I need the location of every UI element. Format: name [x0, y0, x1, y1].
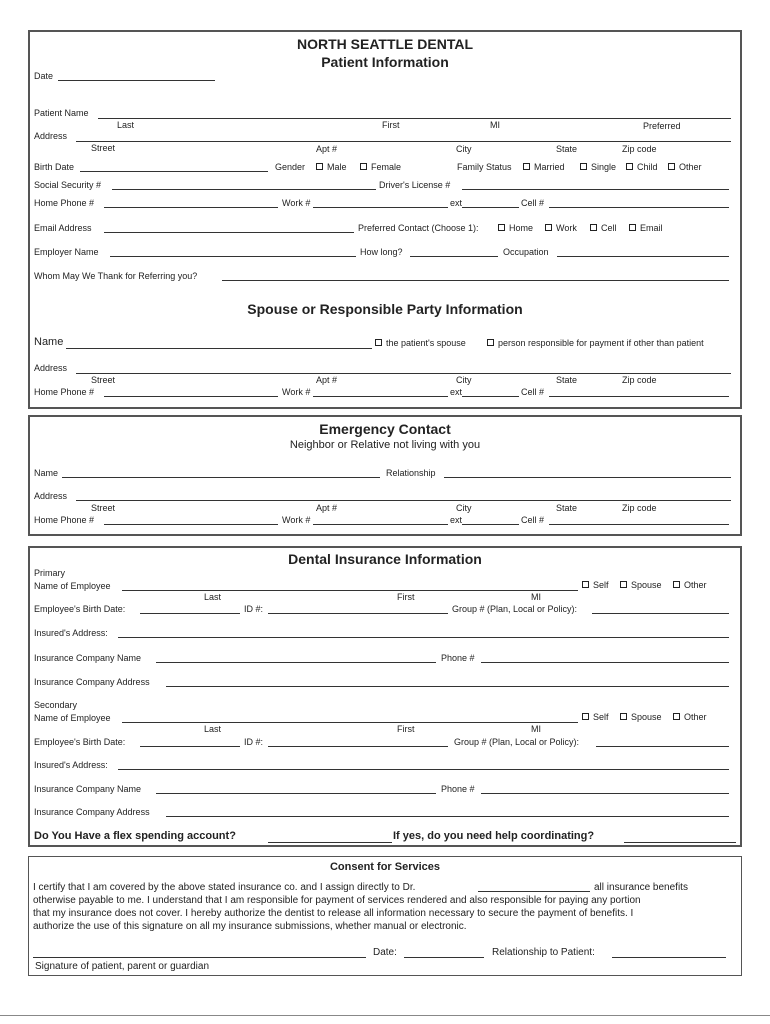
spouse-cell-field[interactable]: [549, 396, 729, 397]
contact-work-label: Work: [556, 223, 577, 233]
emergency-name-label: Name: [34, 468, 59, 478]
spouse-name-field[interactable]: [66, 348, 372, 349]
primary-self-checkbox[interactable]: [582, 581, 589, 588]
state-caption: State: [556, 144, 578, 154]
address-field[interactable]: [76, 141, 731, 142]
consent-date-label: Date:: [373, 947, 397, 958]
secondary-company-address-field[interactable]: [166, 816, 729, 817]
primary-company-name-field[interactable]: [156, 662, 436, 663]
child-checkbox[interactable]: [626, 163, 633, 170]
consent-line-1a: I certify that I am covered by the above stated insurance co. and I assign directly to Dr.: [33, 882, 416, 893]
secondary-group-label: Group # (Plan, Local or Policy):: [454, 737, 580, 747]
single-label: Single: [591, 162, 617, 172]
consent-date-field[interactable]: [404, 957, 484, 958]
secondary-other-label: Other: [684, 712, 707, 722]
consent-relationship-field[interactable]: [612, 957, 726, 958]
spouse-address-field[interactable]: [76, 373, 731, 374]
primary-mi-caption: MI: [531, 592, 541, 602]
primary-employee-label: Name of Employee: [34, 581, 111, 591]
secondary-mi-caption: MI: [531, 724, 541, 734]
consent-title: Consent for Services: [329, 861, 441, 873]
secondary-spouse-label: Spouse: [631, 712, 662, 722]
primary-birth-date-label: Employee's Birth Date:: [34, 604, 126, 614]
signature-caption: Signature of patient, parent or guardian: [35, 961, 210, 972]
consent-line-4: authorize the use of this signature on all my insurance submissions, whether manual or electronic.: [33, 921, 467, 932]
secondary-employee-label: Name of Employee: [34, 713, 111, 723]
primary-phone-field[interactable]: [481, 662, 729, 663]
ext-field[interactable]: [462, 207, 519, 208]
gender-label: Gender: [275, 162, 306, 172]
employer-field[interactable]: [110, 256, 356, 257]
responsible-party-label: person responsible for payment if other than patient: [498, 338, 704, 348]
primary-self-label: Self: [593, 580, 609, 590]
spouse-work-label: Work #: [282, 387, 311, 397]
emergency-home-phone-label: Home Phone #: [34, 515, 95, 525]
spouse-cell-label: Cell #: [521, 387, 545, 397]
apt-caption: Apt #: [316, 144, 338, 154]
emergency-name-field[interactable]: [62, 477, 380, 478]
street-caption: Street: [91, 143, 116, 153]
emergency-ext-label: ext: [450, 515, 463, 525]
emergency-relationship-field[interactable]: [444, 477, 731, 478]
cell-field[interactable]: [549, 207, 729, 208]
ssn-field[interactable]: [112, 189, 376, 190]
secondary-company-name-field[interactable]: [156, 793, 436, 794]
emergency-address-field[interactable]: [76, 500, 731, 501]
emergency-home-phone-field[interactable]: [104, 524, 278, 525]
spouse-zip-caption: Zip code: [622, 375, 657, 385]
secondary-company-address-label: Insurance Company Address: [34, 807, 150, 817]
primary-company-address-label: Insurance Company Address: [34, 677, 150, 687]
referral-field[interactable]: [222, 280, 729, 281]
occupation-label: Occupation: [503, 247, 549, 257]
secondary-other-checkbox[interactable]: [673, 713, 680, 720]
ssn-label: Social Security #: [34, 180, 102, 190]
spouse-home-phone-field[interactable]: [104, 396, 278, 397]
primary-id-field[interactable]: [268, 613, 448, 614]
how-long-field[interactable]: [410, 256, 498, 257]
secondary-last-caption: Last: [204, 724, 222, 734]
contact-home-checkbox[interactable]: [498, 224, 505, 231]
consent-line-3: that my insurance does not cover. I hereby authorize the dentist to release all information necessary to secure the payment of benefits. I: [33, 908, 634, 919]
spouse-home-phone-label: Home Phone #: [34, 387, 95, 397]
spouse-work-field[interactable]: [313, 396, 448, 397]
work-phone-label: Work #: [282, 198, 311, 208]
patient-name-field[interactable]: [98, 118, 731, 119]
single-checkbox[interactable]: [580, 163, 587, 170]
date-field[interactable]: [58, 80, 215, 81]
patients-spouse-checkbox[interactable]: [375, 339, 382, 346]
primary-employee-field[interactable]: [122, 590, 578, 591]
insurance-title: Dental Insurance Information: [288, 551, 482, 567]
how-long-label: How long?: [360, 247, 403, 257]
first-caption: First: [382, 120, 400, 130]
home-phone-label: Home Phone #: [34, 198, 95, 208]
emergency-address-label: Address: [34, 491, 68, 501]
emergency-apt-caption: Apt #: [316, 503, 338, 513]
flex-followup-field[interactable]: [624, 842, 736, 843]
spouse-ext-field[interactable]: [462, 396, 519, 397]
birth-date-field[interactable]: [80, 171, 268, 172]
male-checkbox[interactable]: [316, 163, 323, 170]
secondary-birth-date-field[interactable]: [140, 746, 240, 747]
primary-last-caption: Last: [204, 592, 222, 602]
primary-label: Primary: [34, 568, 65, 578]
flex-followup: If yes, do you need help coordinating?: [393, 830, 595, 842]
primary-id-label: ID #:: [244, 604, 264, 614]
spouse-city-caption: City: [456, 375, 472, 385]
spouse-ext-label: ext: [450, 387, 463, 397]
other-checkbox[interactable]: [668, 163, 675, 170]
primary-group-label: Group # (Plan, Local or Policy):: [452, 604, 578, 614]
form-title: Patient Information: [321, 54, 449, 70]
married-label: Married: [534, 162, 565, 172]
employer-label: Employer Name: [34, 247, 99, 257]
secondary-label: Secondary: [34, 700, 78, 710]
secondary-birth-date-label: Employee's Birth Date:: [34, 737, 126, 747]
address-label: Address: [34, 131, 68, 141]
primary-birth-date-field[interactable]: [140, 613, 240, 614]
secondary-id-field[interactable]: [268, 746, 448, 747]
emergency-cell-field[interactable]: [549, 524, 729, 525]
patients-spouse-label: the patient's spouse: [386, 338, 466, 348]
male-label: Male: [327, 162, 347, 172]
spouse-address-label: Address: [34, 363, 68, 373]
emergency-street-caption: Street: [91, 503, 116, 513]
home-phone-field[interactable]: [104, 207, 278, 208]
spouse-section-title: Spouse or Responsible Party Information: [247, 301, 523, 317]
primary-company-address-field[interactable]: [166, 686, 729, 687]
contact-email-checkbox[interactable]: [629, 224, 636, 231]
secondary-phone-field[interactable]: [481, 793, 729, 794]
spouse-state-caption: State: [556, 375, 578, 385]
last-caption: Last: [117, 120, 135, 130]
primary-phone-label: Phone #: [441, 653, 475, 663]
secondary-insured-address-field[interactable]: [118, 769, 729, 770]
emergency-zip-caption: Zip code: [622, 503, 657, 513]
secondary-self-checkbox[interactable]: [582, 713, 589, 720]
contact-work-checkbox[interactable]: [545, 224, 552, 231]
secondary-spouse-checkbox[interactable]: [620, 713, 627, 720]
emergency-title: Emergency Contact: [319, 421, 451, 437]
primary-other-label: Other: [684, 580, 707, 590]
emergency-subtitle: Neighbor or Relative not living with you: [289, 439, 481, 451]
secondary-id-label: ID #:: [244, 737, 264, 747]
contact-home-label: Home: [509, 223, 534, 233]
emergency-state-caption: State: [556, 503, 578, 513]
email-field[interactable]: [104, 232, 354, 233]
primary-insured-address-label: Insured's Address:: [34, 628, 108, 638]
doctor-name-field[interactable]: [478, 891, 590, 892]
ext-label: ext: [450, 198, 463, 208]
female-checkbox[interactable]: [360, 163, 367, 170]
preferred-caption: Preferred: [643, 121, 681, 131]
primary-spouse-label: Spouse: [631, 580, 662, 590]
responsible-party-checkbox[interactable]: [487, 339, 494, 346]
drivers-license-field[interactable]: [462, 189, 729, 190]
primary-spouse-checkbox[interactable]: [620, 581, 627, 588]
preferred-contact-label: Preferred Contact (Choose 1):: [358, 223, 479, 233]
emergency-work-label: Work #: [282, 515, 311, 525]
patient-info-section: [28, 30, 742, 409]
contact-email-label: Email: [640, 223, 663, 233]
emergency-ext-field[interactable]: [462, 524, 519, 525]
secondary-group-field[interactable]: [596, 746, 729, 747]
primary-group-field[interactable]: [592, 613, 729, 614]
patient-name-label: Patient Name: [34, 108, 89, 118]
email-label: Email Address: [34, 223, 92, 233]
female-label: Female: [371, 162, 402, 172]
contact-cell-checkbox[interactable]: [590, 224, 597, 231]
secondary-employee-field[interactable]: [122, 722, 578, 723]
secondary-phone-label: Phone #: [441, 784, 475, 794]
contact-cell-label: Cell: [601, 223, 617, 233]
signature-field[interactable]: [33, 957, 366, 958]
primary-other-checkbox[interactable]: [673, 581, 680, 588]
emergency-relationship-label: Relationship: [386, 468, 436, 478]
emergency-work-field[interactable]: [313, 524, 448, 525]
married-checkbox[interactable]: [523, 163, 530, 170]
work-phone-field[interactable]: [313, 207, 448, 208]
birth-date-label: Birth Date: [34, 162, 75, 172]
flex-question: Do You Have a flex spending account?: [34, 830, 236, 842]
primary-company-name-label: Insurance Company Name: [34, 653, 142, 663]
consent-line-2: otherwise payable to me. I understand that I am responsible for payment of services rendered and also responsible for paying any portion: [33, 895, 641, 906]
emergency-cell-label: Cell #: [521, 515, 545, 525]
date-label: Date: [34, 71, 54, 81]
primary-first-caption: First: [397, 592, 415, 602]
practice-name: NORTH SEATTLE DENTAL: [296, 36, 474, 52]
secondary-self-label: Self: [593, 712, 609, 722]
city-caption: City: [456, 144, 472, 154]
emergency-city-caption: City: [456, 503, 472, 513]
mi-caption: MI: [490, 120, 500, 130]
flex-answer-field[interactable]: [268, 842, 392, 843]
cell-label: Cell #: [521, 198, 545, 208]
consent-line-1b: all insurance benefits: [594, 882, 688, 893]
referral-label: Whom May We Thank for Referring you?: [34, 271, 198, 281]
occupation-field[interactable]: [557, 256, 729, 257]
consent-relationship-label: Relationship to Patient:: [492, 947, 595, 958]
drivers-license-label: Driver's License #: [379, 180, 451, 190]
zip-caption: Zip code: [622, 144, 657, 154]
spouse-name-label: Name: [34, 336, 64, 348]
secondary-first-caption: First: [397, 724, 415, 734]
page-bottom-edge: [0, 1015, 770, 1016]
spouse-street-caption: Street: [91, 375, 116, 385]
child-label: Child: [637, 162, 658, 172]
secondary-company-name-label: Insurance Company Name: [34, 784, 142, 794]
spouse-apt-caption: Apt #: [316, 375, 338, 385]
insurance-section: [28, 546, 742, 847]
family-status-label: Family Status: [457, 162, 512, 172]
other-label: Other: [679, 162, 702, 172]
primary-insured-address-field[interactable]: [118, 637, 729, 638]
secondary-insured-address-label: Insured's Address:: [34, 760, 108, 770]
